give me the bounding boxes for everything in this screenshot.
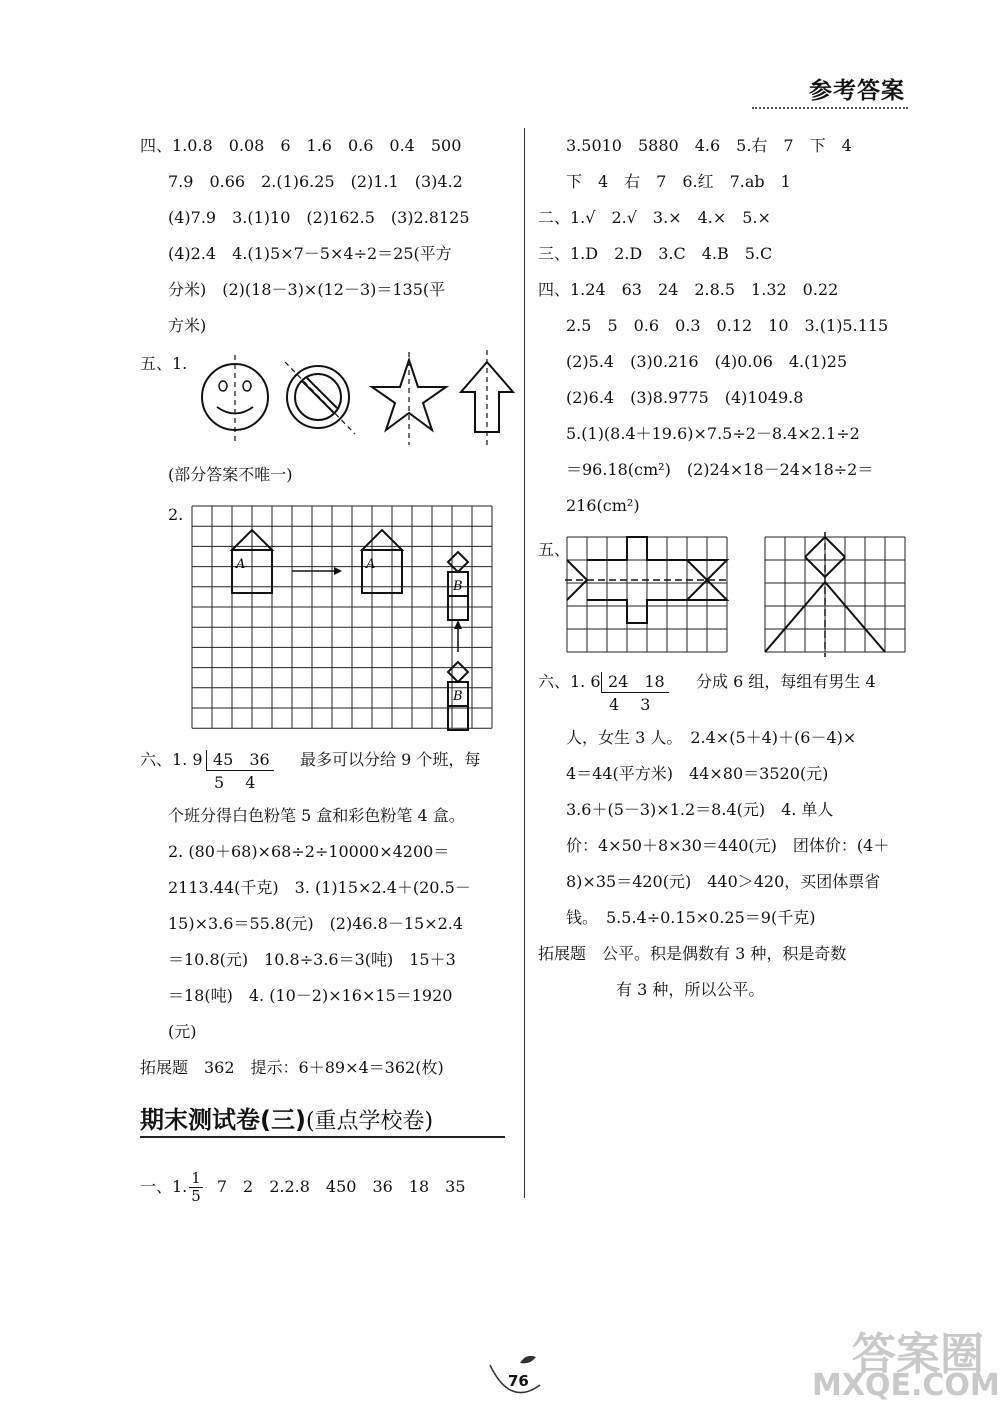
answer-line: 下 4 右 7 6.红 7.ab 1 [566,172,791,191]
smiley-figure [202,355,268,445]
answer-line: 最多可以分给 9 个班，每 [300,750,481,769]
answer-line: 二、1.√ 2.√ 3.× 4.× 5.× [538,208,771,227]
header-title: 参考答案 [809,78,905,104]
symmetry-grids [560,532,920,662]
answer-line: 一、1. $\frac{1}{5}$ 7 2 2.2.8 450 36 18 35 [140,1169,466,1205]
star-figure [372,352,446,445]
answer-line: 钱。 5.5.4÷0.15×0.25＝9(千克) [566,908,816,927]
section-label: 五、 [538,540,571,559]
answer-line: 216(cm²) [566,496,640,515]
extension-answer: 拓展题 公平。积是偶数有 3 种，积是奇数 [538,944,847,963]
answer-line: 价：4×50＋8×30＝440(元) 团体价：(4＋ [566,836,890,855]
extension-answer: 有 3 种，所以公平。 [616,980,765,999]
header-rule [752,107,908,109]
answer-line: (2)5.4 (3)0.216 (4)0.06 4.(1)25 [566,352,848,371]
answer-line: 四、1.24 63 24 2.8.5 1.32 0.22 [538,280,839,299]
answer-line: 分米) (2)(18－3)×(12－3)＝135(平 [168,280,446,299]
division-bottom: 4 3 [609,695,651,714]
answer-line: 3.5010 5880 4.6 5.右 7 下 4 [566,136,852,155]
answer-line: 3.6＋(5－3)×1.2＝8.4(元) 4. 单人 [566,800,834,819]
answer-line: 2. (80＋68)×68÷2÷10000×4200＝ [168,842,450,861]
answer-line: 7.9 0.66 2.(1)6.25 (2)1.1 (3)4.2 [168,172,463,191]
symmetry-figures [195,350,525,450]
division-top: 45 36 [206,750,274,771]
prohibition-figure [285,362,355,434]
answer-line: 四、1.0.8 0.08 6 1.6 0.6 0.4 500 [140,136,462,155]
watermark-url: MXQE.COM [812,1368,1000,1403]
answer-line: 方米) [168,316,207,335]
division-top: 24 18 [601,672,669,693]
section-label: 五、1. [140,354,188,373]
question-number: 2. [168,505,184,524]
label-a: A [236,557,246,572]
answer-line: 2.5 5 0.6 0.3 0.12 10 3.(1)5.115 [566,316,889,335]
answer-line: 分成 6 组，每组有男生 4 [696,672,876,691]
page-number: 76 [508,1372,529,1390]
watermark-logo: 答案圈 [852,1329,984,1380]
answer-line: 三、1.D 2.D 3.C 4.B 5.C [538,244,773,263]
label-b: B [453,579,463,594]
title-rule [140,1136,505,1138]
answer-line: (4)2.4 4.(1)5×7－5×4÷2＝25(平方 [168,244,452,263]
answer-line: 人，女生 3 人。 2.4×(5＋4)＋(6－4)× [566,728,857,747]
answer-line: (4)7.9 3.(1)10 (2)162.5 (3)2.8125 [168,208,470,227]
section-prefix: 六、1. 6 [538,672,601,691]
extension-answer: 拓展题 362 提示：6＋89×4＝362(枚) [140,1058,444,1077]
answer-line: ＝10.8(元) 10.8÷3.6＝3(吨) 15＋3 [168,950,456,969]
answer-line: 8)×35＝420(元) 440＞420，买团体票省 [566,872,881,891]
section-prefix: 六、1. 9 [140,750,203,769]
division-bottom: 5 4 [214,773,256,792]
answer-line: 15)×3.6＝55.8(元) (2)46.8－15×2.4 [168,914,464,933]
arrow-figure [461,350,513,448]
answer-line: 2113.44(千克) 3. (1)15×2.4＋(20.5－ [168,878,471,897]
answer-line: 个班分得白色粉笔 5 盒和彩色粉笔 4 盒。 [168,806,465,825]
answer-line: 4＝44(平方米) 44×80＝3520(元) [566,764,829,783]
answer-line: (元) [168,1022,197,1041]
label-a-translated: A [366,557,376,572]
answer-line: 5.(1)(8.4＋19.6)×7.5÷2－8.4×2.1÷2 [566,424,860,443]
translation-grid [186,502,496,734]
column-divider [524,128,525,1198]
label-b-translated: B [453,689,463,704]
exam-title: 期末测试卷(三)(重点学校卷) [140,1106,434,1134]
note-text: (部分答案不唯一) [168,465,293,484]
answer-line: (2)6.4 (3)8.9775 (4)1049.8 [566,388,804,407]
answer-line: ＝96.18(cm²) (2)24×18－24×18÷2＝ [566,460,874,479]
answer-line: ＝18(吨) 4. (10－2)×16×15＝1920 [168,986,453,1005]
